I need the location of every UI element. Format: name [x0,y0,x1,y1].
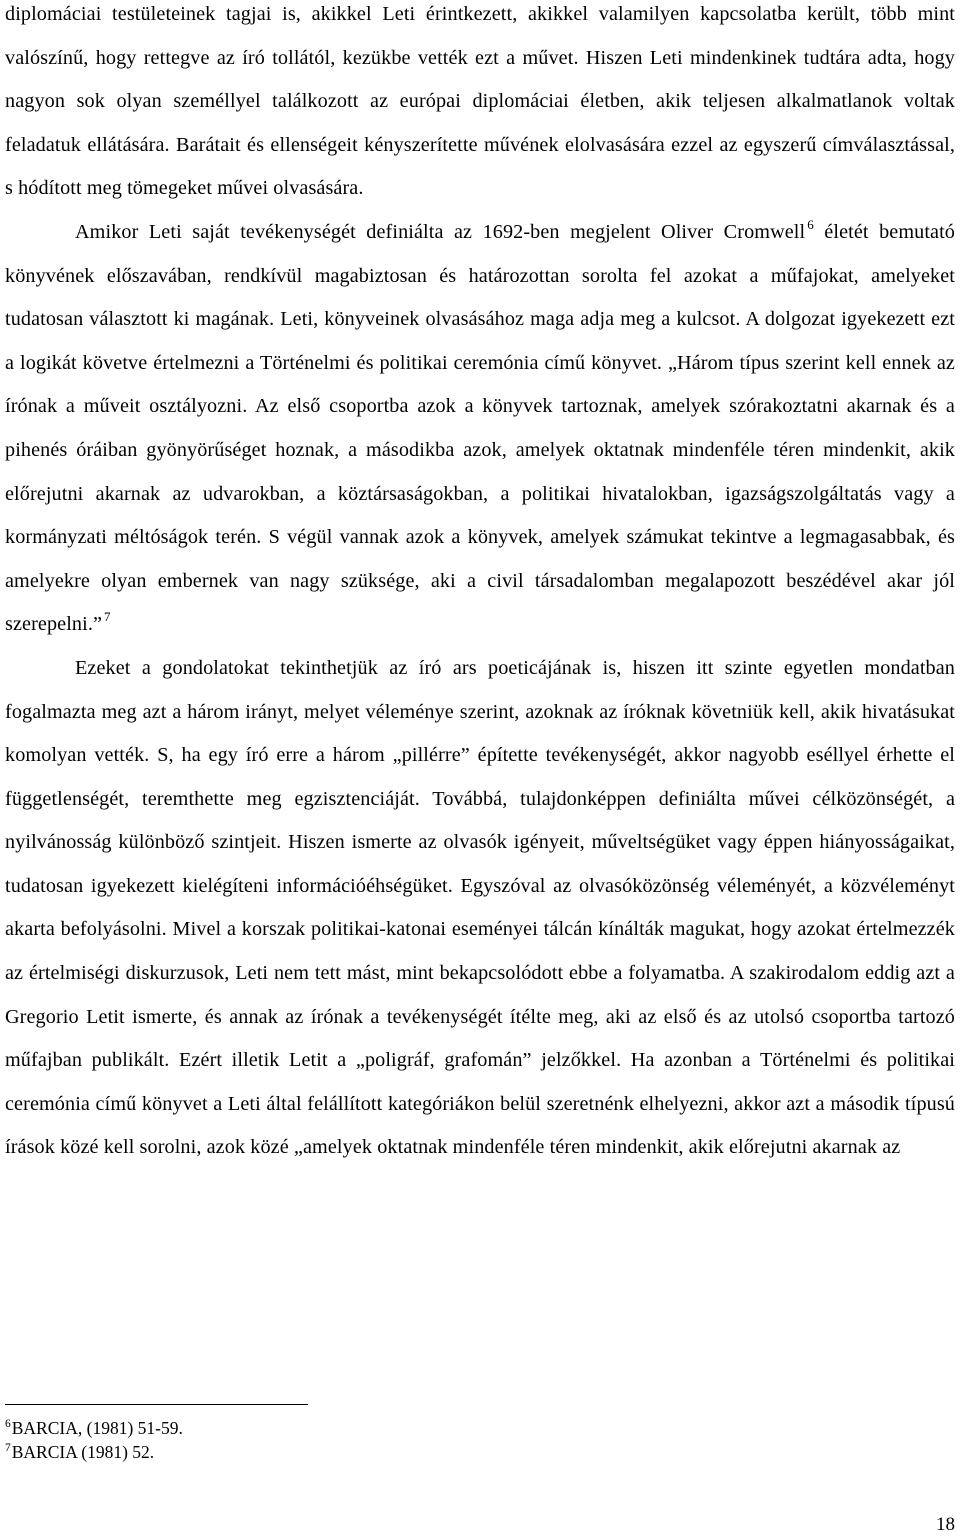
footnotes [5,1416,183,1464]
footnote-ref-7: 7 [104,609,111,625]
footnote-number: 6 [5,1418,11,1430]
footnote-6 [5,1416,183,1440]
footnote-ref-6: 6 [807,216,814,232]
footnote-divider [5,1404,308,1405]
footnote-7 [5,1440,183,1464]
paragraph-2-text-b: életét bemutató könyvének előszavában, rendkívül magabiztosan és határozottan sorolta fel azokat a műfajokat, amelyeket tudatosan választott ki magának. Leti, könyveinek olvasásához maga adja meg a kulcsot. A dolgozat igyekezett ezt a logikát követve értelmezni a Történelmi és politikai ceremónia című könyvet. „Három típus szerint kell ennek az írónak a műveit osztályozni. Az első csoportba azok a könyvek tartoznak, amelyek szórakoztatni akarnak és a pihenés óráiban gyönyörűséget hoznak, a másodikba azok, amelyek oktatnak mindenféle téren mindenkit, akik előrejutni akarnak az udvarokban, a köztársaságokban, a politikai hivatalokban, igazságszolgáltatás vagy a kormányzati méltóságok terén. S végül vannak azok a könyvek, amelyek számukat tekintve a legmagasabbak, és amelyekre olyan embernek van nagy szüksége, aki a civil társadalomban megalapozott beszédével akar jól szerepelni.” [5,220,955,636]
footnote-text: BARCIA, (1981) 51-59. [11,1418,183,1438]
paragraph-2 [5,211,955,647]
document-body [5,0,955,1170]
footnote-text: BARCIA (1981) 52. [11,1442,155,1462]
page-number: 18 [936,1514,955,1535]
paragraph-2-text-a: Amikor Leti saját tevékenységét definiálta az 1692-ben megjelent Oliver Cromwell [75,220,806,243]
paragraph-1: diplomáciai testületeinek tagjai is, akikkel Leti érintkezett, akikkel valamilyen kapcsolatba került, több mint valószínű, hogy rettegve az író tollától, kezükbe vették ezt a művet. Hiszen Leti mindenkinek tudtára adta, hogy nagyon sok olyan személlyel találkozott az európai diplomáciai életben, akik teljesen alkalmatlanok voltak feladatuk ellátására. Barátait és ellenségeit kényszerítette művének elolvasására ezzel az egyszerű címválasztással, s hódított meg tömegeket művei olvasására. [5,3,955,200]
paragraph-3: Ezeket a gondolatokat tekinthetjük az író ars poeticájának is, hiszen itt szinte egyetlen mondatban fogalmazta meg azt a három irányt, melyet véleménye szerint, azoknak az íróknak követniük kell, akik hivatásukat komolyan vették. S, ha egy író erre a három „pillérre” építette tevékenységét, akkor nagyobb eséllyel érhette el függetlenségét, teremthette meg egzisztenciáját. Továbbá, tulajdonképpen definiálta művei célközönségét, a nyilvánosság különböző szintjeit. Hiszen ismerte az olvasók igényeit, műveltségüket vagy éppen hiányosságaikat, tudatosan igyekezett kielégíteni információéhségüket. Egyszóval az olvasóközönség véleményét, a közvéleményt akarta befolyásolni. Mivel a korszak politikai-katonai eseményei tálcán kínálták magukat, hogy azokat értelmezzék az értelmiségi diskurzusok, Leti nem tett mást, mint bekapcsolódott ebbe a folyamatba. A szakirodalom eddig azt a Gregorio Letit ismerte, és annak az írónak a tevékenységét ítélte meg, aki az első és az utolsó csoportba tartozó műfajban publikált. Ezért illetik Letit a „poligráf, grafomán” jelzőkkel. Ha azonban a Történelmi és politikai ceremónia című könyvet a Leti által felállított kategóriákon belül szeretnénk elhelyezni, akkor azt a második típusú írások közé kell sorolni, azok közé „amelyek oktatnak mindenféle téren mindenkit, akik előrejutni akarnak az [5,656,955,1159]
footnote-number: 7 [5,1442,11,1454]
